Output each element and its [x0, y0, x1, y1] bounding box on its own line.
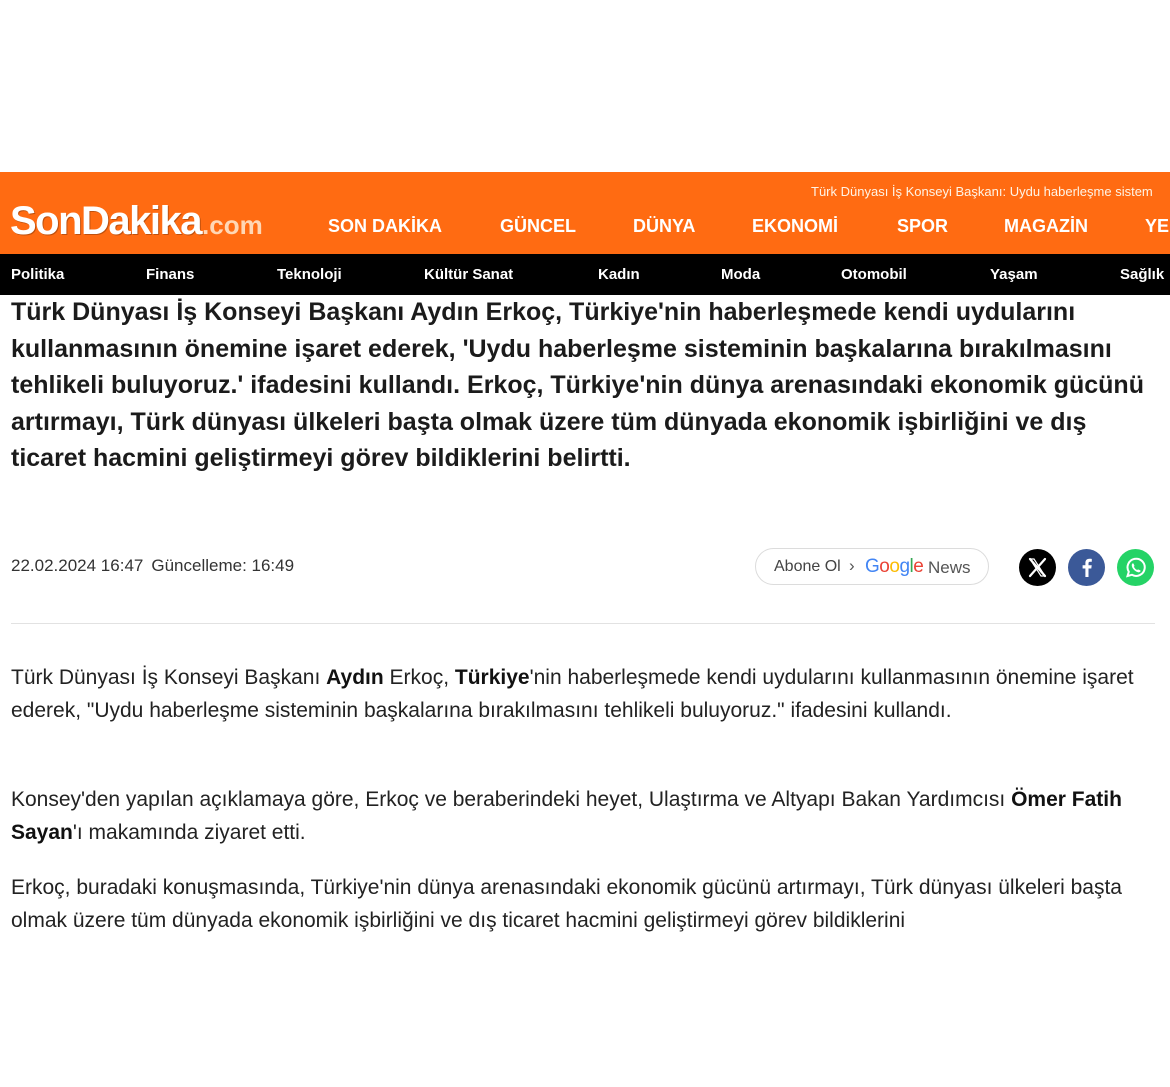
article-paragraph-2 [11, 783, 1161, 849]
subnav-item-yasam[interactable]: Yaşam [990, 266, 1038, 283]
article-paragraph-1 [11, 661, 1161, 727]
nav-item-ekonomi[interactable]: EKONOMİ [752, 216, 839, 236]
tag-link-aydin[interactable]: Aydın [326, 666, 384, 689]
subnav-item-saglik[interactable]: Sağlık [1120, 266, 1165, 283]
share-whatsapp-button[interactable] [1117, 549, 1154, 586]
article-headline: Türk Dünyası İş Konseyi Başkanı Aydın Erkoç, Türkiye'nin haberleşmede kendi uydularını kullanmasının önemine işaret ederek, 'Uydu haberleşme sisteminin başkalarına bırakılmasını tehlikeli buluyoruz.' ifadesini kullandı. Erkoç, Türkiye'nin dünya arenasındaki ekonomik gücünü artırmayı, Türk dünyası ülkeleri başta olmak üzere tüm dünyada ekonomik işbirliğini ve dış ticaret hacmini geliştirmeyi görev bildiklerini belirtti. [11, 298, 1144, 472]
google-wordmark: Google [865, 556, 924, 577]
update-time: Güncelleme: 16:49 [151, 556, 295, 575]
logo-tld-text: .com [202, 210, 263, 240]
text-run: 'ı makamında ziyaret etti. [72, 821, 306, 844]
text-run: Türk Dünyası İş Konseyi Başkanı [11, 666, 327, 689]
abone-ol-label: Abone Ol [774, 558, 841, 575]
subnav-item-kadin[interactable]: Kadın [598, 266, 640, 283]
subnav-item-teknoloji[interactable]: Teknoloji [277, 266, 342, 283]
google-news-follow-button[interactable] [755, 548, 989, 585]
text-run: 'nin haberleşmede kendi uydularını kullanmasının önemine işaret ederek, "Uydu haberleşme sisteminin başkalarına bırakılmasını tehlikeli buluyoruz." ifadesini kullandı. [11, 666, 1134, 722]
subnav-item-politika[interactable]: Politika [11, 266, 65, 283]
share-facebook-button[interactable] [1068, 549, 1105, 586]
article-paragraph-3: Erkoç, buradaki konuşmasında, Türkiye'nin dünya arenasındaki ekonomik gücünü artırmayı, Türk dünyası ülkeleri başta olmak üzere tüm dünyada ekonomik işbirliğini ve dış ticaret hacmini geliştirmeyi görev bildiklerini [11, 876, 1122, 932]
main-nav [0, 216, 1170, 238]
x-icon [1019, 549, 1056, 586]
subnav-item-moda[interactable]: Moda [721, 266, 761, 283]
site-header [0, 172, 1170, 254]
text-run: Konsey'den yapılan açıklamaya göre, Erkoç ve beraberindeki heyet, Ulaştırma ve Altyapı Bakan Yardımcısı [11, 788, 1012, 811]
text-run: Erkoç, [383, 666, 455, 689]
nav-item-yerel[interactable]: YE [1145, 216, 1170, 236]
breaking-news-ticker[interactable]: Türk Dünyası İş Konseyi Başkanı: Uydu haberleşme sistem [811, 184, 1153, 199]
category-subnav [0, 254, 1170, 295]
tag-link-omer-fatih-sayan[interactable]: Ömer Fatih Sayan [11, 788, 1122, 844]
tag-link-turkiye[interactable]: Türkiye [454, 666, 530, 689]
nav-item-spor[interactable]: SPOR [897, 216, 949, 236]
content-divider [11, 623, 1155, 624]
google-news-label: News [928, 558, 971, 577]
facebook-icon [1068, 549, 1105, 586]
subnav-item-kultur-sanat[interactable]: Kültür Sanat [424, 266, 514, 283]
nav-item-guncel[interactable]: GÜNCEL [500, 216, 576, 236]
nav-item-son-dakika[interactable]: SON DAKİKA [328, 216, 443, 236]
subnav-item-otomobil[interactable]: Otomobil [841, 266, 907, 283]
logo-main-text: SonDakika [10, 199, 202, 243]
subnav-item-finans[interactable]: Finans [146, 266, 195, 283]
whatsapp-icon [1117, 549, 1154, 586]
chevron-right-icon: › [849, 556, 855, 575]
nav-item-magazin[interactable]: MAGAZİN [1004, 216, 1088, 236]
share-x-button[interactable] [1019, 549, 1056, 586]
article-meta [11, 556, 294, 576]
publish-date: 22.02.2024 16:47 [11, 556, 144, 575]
nav-item-dunya[interactable]: DÜNYA [633, 216, 696, 236]
